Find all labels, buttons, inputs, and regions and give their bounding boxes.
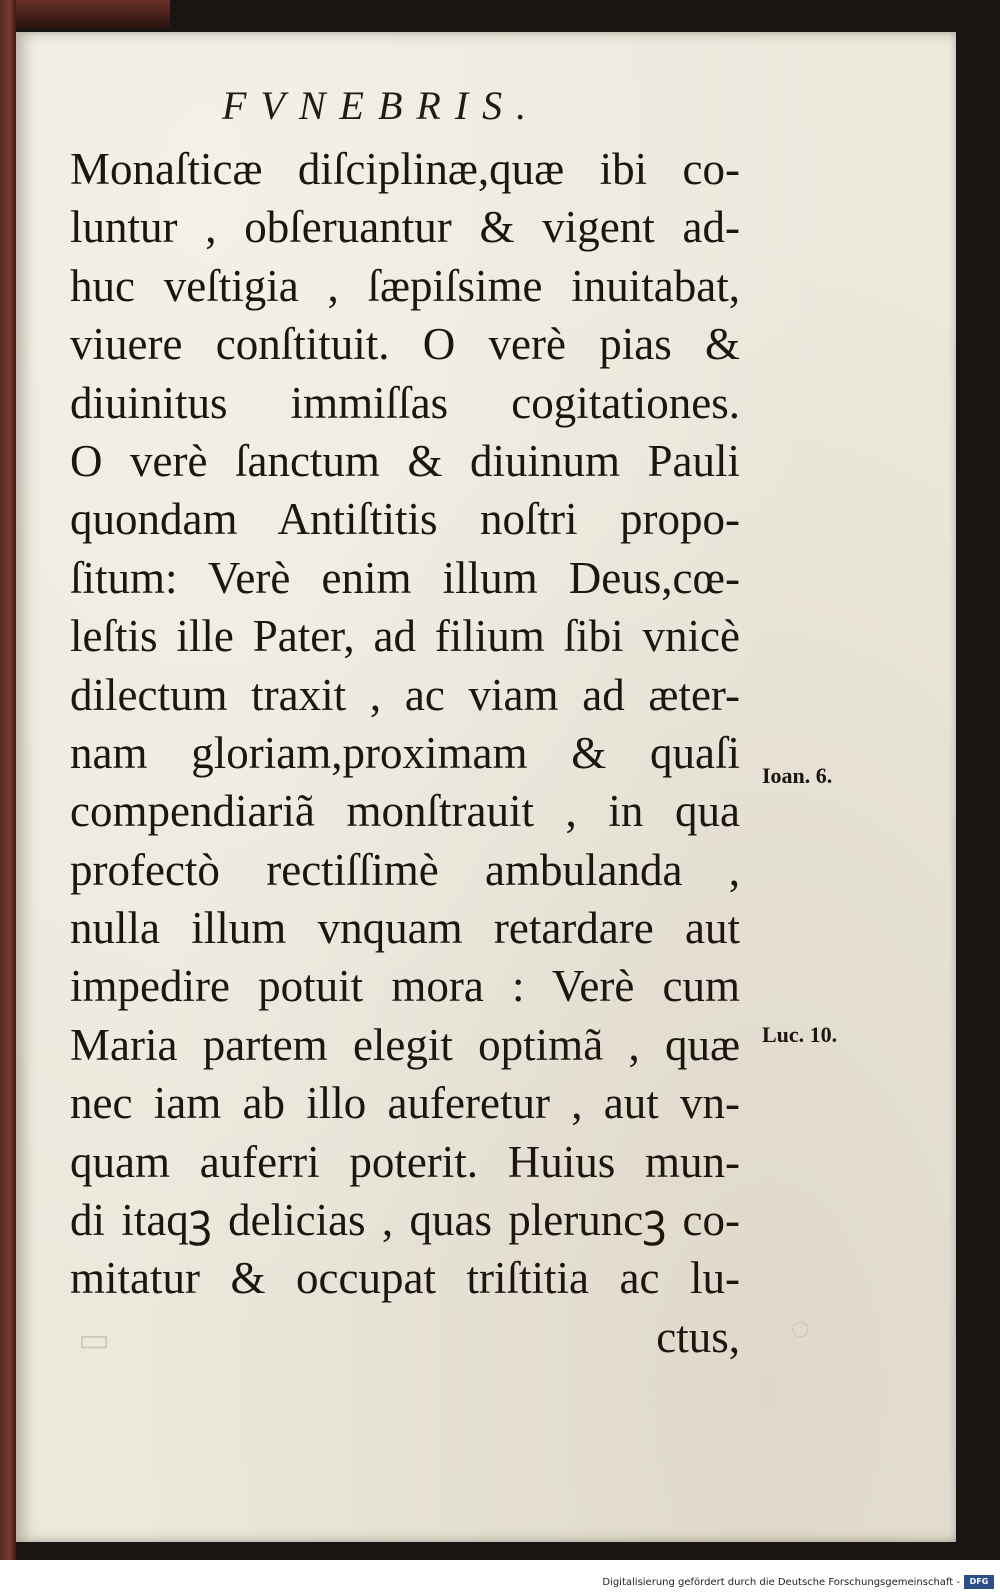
bleed-through-mark: ▭ [78,1322,111,1359]
text-line: luntur , obſeruantur & vigent ad- [70,202,740,253]
marginal-note-luc: Luc. 10. [762,1022,838,1047]
marginal-note-ioan: Ioan. 6. [762,763,833,788]
text-line: dilectum traxit , ac viam ad æter- [70,669,740,720]
text-line: huc veſtigia , ſæpiſsime inuitabat, [70,260,740,311]
book-edge-top [0,0,170,28]
text-line: mitatur & occupat triſtitia ac lu- [70,1253,740,1304]
text-line: compendiariã monſtrauit , in qua [70,786,740,837]
text-line: diuinitus immiſſas cogitationes. [70,377,740,428]
text-line: nec iam ab illo auferetur , aut vn- [70,1078,740,1129]
text-line: quam auferri poterit. Huius mun- [70,1136,740,1187]
book-edge-left [0,0,16,1560]
text-line-last: ctus, [656,1311,740,1362]
running-head: FVNEBRIS. [222,83,541,128]
text-line: impedire potuit mora : Verè cum [70,961,740,1012]
text-line: nulla illum vnquam retardare aut [70,903,740,954]
bleed-through-mark: ◌ [790,1310,811,1347]
body-text [70,140,740,1366]
text-line: Monaſticæ diſciplinæ,quæ ibi co- [70,144,740,194]
text-line: nam gloriam,proximam & quaſi [70,727,740,778]
text-line: profectò rectiſſimè ambulanda , [70,844,740,895]
text-line: ſitum: Verè enim illum Deus,cœ- [70,552,740,603]
text-line: di itaqꝫ delicias , quas pleruncꝫ co- [70,1195,740,1246]
text-line: O verè ſanctum & diuinum Pauli [70,435,740,486]
text-line: quondam Antiſtitis noſtri propo- [70,494,740,545]
text-line: Maria partem elegit optimã , quæ [70,1019,740,1070]
text-line: viuere conſtituit. O verè pias & [70,319,740,370]
text-line: leſtis ille Pater, ad filium ſibi vnicè [70,611,740,662]
dfg-logo: DFG [964,1575,994,1589]
footer-credit: Digitalisierung gefördert durch die Deutsche Forschungsgemeinschaft - [602,1577,960,1588]
